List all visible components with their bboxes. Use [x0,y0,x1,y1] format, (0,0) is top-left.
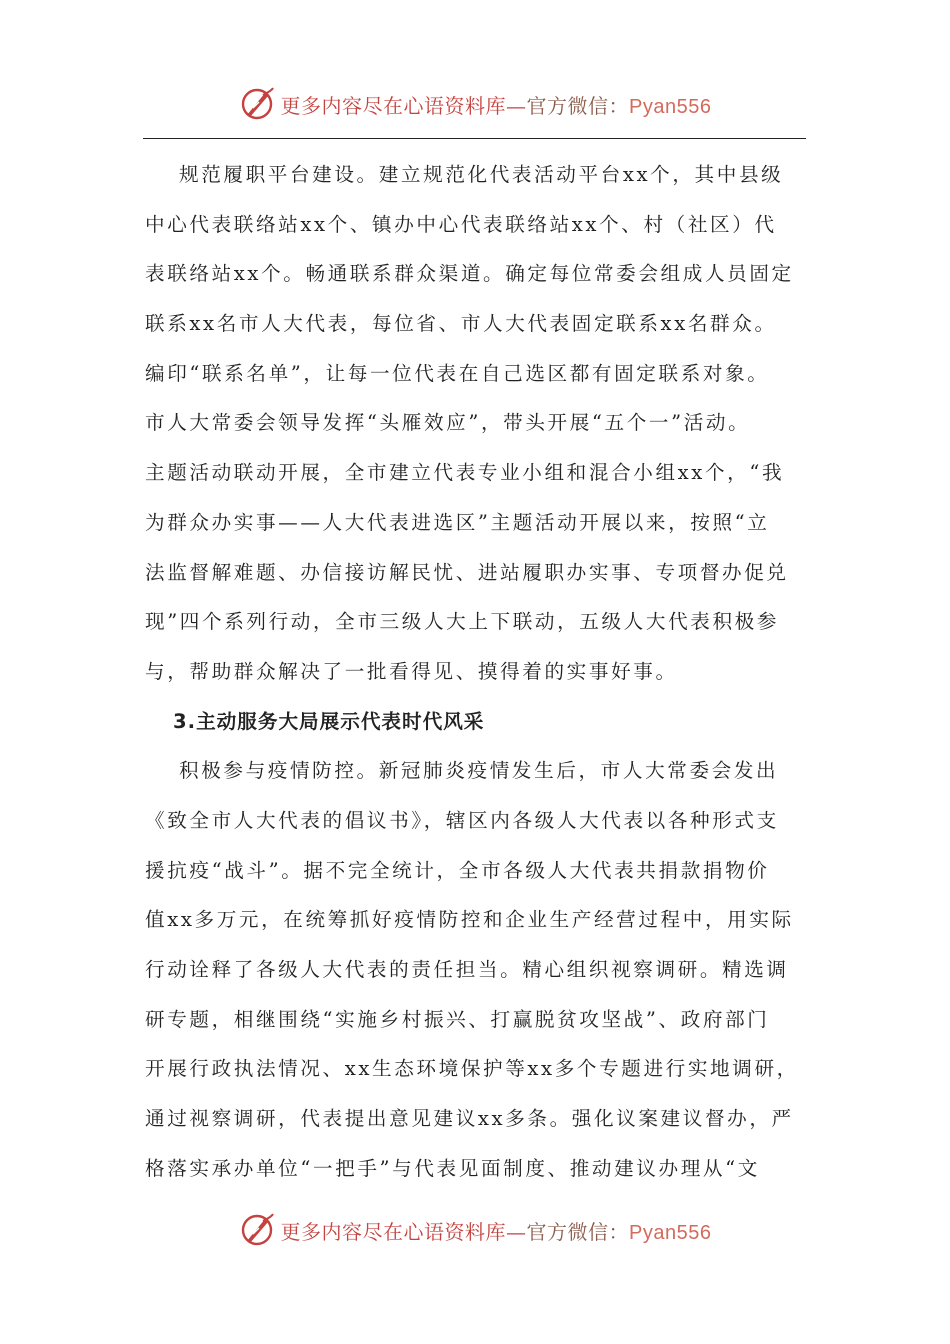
section-heading: 3.主动服务大局展示代表时代风采 [173,709,485,733]
header-wechat-id: Pyan556 [629,95,712,118]
footer-wechat-label: 官方微信： [526,1219,630,1244]
body-line: 中心代表联络站xx个、镇办中心代表联络站xx个、村（社区）代 [145,212,777,236]
document-body [145,150,805,1193]
header-dash: — [506,93,527,118]
body-line: 通过视察调研，代表提出意见建议xx多条。强化议案建议督办，严 [145,1107,794,1131]
footer-wechat-id: Pyan556 [629,1221,712,1244]
body-line: 研专题，相继围绕“实施乡村振兴、打赢脱贫攻坚战”、政府部门 [145,1007,770,1031]
footer-banner [0,1210,950,1250]
quill-logo-icon [239,86,275,122]
body-line: 行动诠释了各级人大代表的责任担当。精心组织视察调研。精选调 [145,958,789,981]
body-line: 格落实承办单位“一把手”与代表见面制度、推动建议办理从“文 [145,1156,760,1180]
header-wechat-label: 官方微信： [526,93,630,118]
body-line: 市人大常委会领导发挥“头雁效应”，带头开展“五个一”活动。 [145,411,751,435]
body-line: 《致全市人大代表的倡议书》，辖区内各级人大代表以各种形式支 [145,808,779,832]
body-line: 开展行政执法情况、xx生态环境保护等xx多个专题进行实地调研， [145,1057,799,1081]
body-line: 编印“联系名单”，让每一位代表在自己选区都有固定联系对象。 [145,361,770,385]
footer-dash: — [506,1219,527,1244]
body-line: 法监督解难题、办信接访解民忧、进站履职办实事、专项督办促兑 [145,560,789,584]
footer-brand [281,1216,712,1245]
header-brand-text: 更多内容尽在心语资料库 [280,93,507,118]
body-line: 援抗疫“战斗”。据不完全统计，全市各级人大代表共捐款捐物价 [145,858,770,882]
header-divider [143,138,806,139]
body-line: 规范履职平台建设。建立规范化代表活动平台xx个，其中县级 [179,163,784,186]
header-brand [281,90,712,119]
body-line: 值xx多万元，在统筹抓好疫情防控和企业生产经营过程中，用实际 [145,908,794,932]
body-line: 积极参与疫情防控。新冠肺炎疫情发生后，市人大常委会发出 [179,759,779,783]
body-line: 表联络站xx个。畅通联系群众渠道。确定每位常委会组成人员固定 [145,262,794,286]
body-line: 主题活动联动开展，全市建立代表专业小组和混合小组xx个，“我 [145,461,785,485]
body-line: 现”四个系列行动，全市三级人大上下联动，五级人大代表积极参 [145,610,780,634]
header-banner [0,84,950,124]
footer-brand-text: 更多内容尽在心语资料库 [280,1219,507,1244]
body-line: 为群众办实事——人大代表进选区”主题活动开展以来，按照“立 [145,510,770,534]
body-line: 联系xx名市人大代表，每位省、市人大代表固定联系xx名群众。 [145,312,777,336]
quill-logo-icon [239,1212,275,1248]
body-line: 与，帮助群众解决了一批看得见、摸得着的实事好事。 [145,659,678,683]
